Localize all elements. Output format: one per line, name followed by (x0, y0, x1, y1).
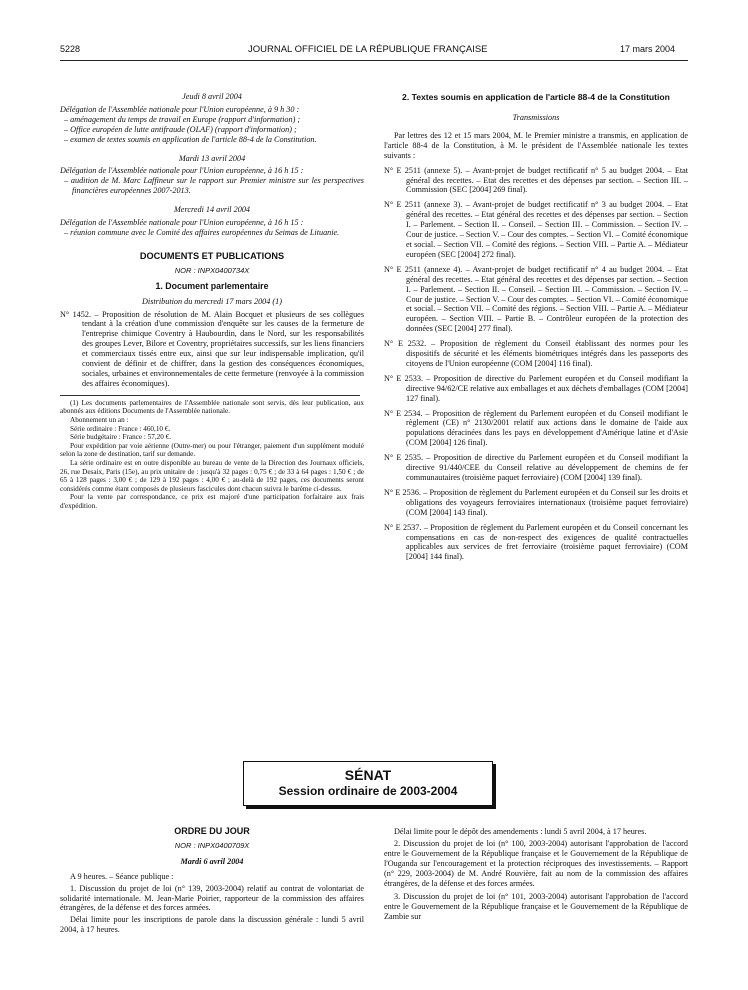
delay-line: Délai limite pour les inscriptions de parole dans la discussion générale : lundi 5 avril 2004, à 17 heures. (60, 915, 364, 935)
footnote-line: Série ordinaire : France : 460,10 €. (70, 424, 171, 433)
day-title: Mardi 13 avril 2004 (178, 153, 246, 163)
text-entry (384, 265, 688, 334)
agenda-item: – réunion commune avec le Comité des affaires européennes du Seimas de Lituanie. (64, 227, 340, 237)
left-column (60, 92, 364, 510)
entry-text: – Avant-projet de budget rectificatif n° 5 au budget 2004. – Etat général des recettes. – Etat des recettes et des dépenses par section. – Section III. – Commission (SEC [2004] 269 final). (406, 165, 689, 195)
delegation-line: Délégation de l'Assemblée nationale pour l'Union européenne, à 9 h 30 : (60, 104, 300, 114)
footnote-line: Série budgétaire : France : 57,20 €. (70, 433, 171, 442)
entry-number: N° E 2511 (annexe 4). (384, 264, 463, 274)
entry-text: – Avant-projet de budget rectificatif n° 3 au budget 2004. – Etat général des recettes. – Etat général des recettes et des dépenses par section. – Section I. – Parlement. – Section II. – Conseil. – Section III. – Commission. – Section IV. – Cour de justice. – Section V. – Cour des comptes. – Section VI. – Comité économique et social. – Section VII. – Comité des régions. – Section VIII. – Partie A. – Médiateur européen (SEC [2004] 272 final). (406, 200, 689, 259)
day-title: Mercredi 14 avril 2004 (173, 205, 251, 215)
entry-text: – Avant-projet de budget rectificatif n° 4 au budget 2004. – Etat général des recettes. – Etat général des recettes et des dépenses par section. – Section I. – Parlement. – Section II. – Conseil. – Section III. – Commission. – Section IV. – Cour de justice. – Section V. – Cour des comptes. – Section VI. – Comité économique et social. – Section VII. – Comité des régions. – Section VIII. – Partie A. – Médiateur européen. – Section VIII. – Partie B. – Contrôleur européen de la protection des données (SEC [2004] 277 final). (406, 264, 689, 334)
journal-title: JOURNAL OFFICIEL DE LA RÉPUBLIQUE FRANÇAISE (248, 44, 488, 55)
right-column (384, 92, 688, 562)
nor-reference: NOR : INPX0400709X (174, 840, 250, 850)
entry-text: – Proposition de règlement du Parlement européen et du Conseil modifiant le règlement (CE) n° 2130/2001 relatif aux actions dans le domaine de l'aide aux populations déracinées dans les pays en développement d'Amérique latine et d'Asie (COM [2004] 126 final). (406, 408, 688, 448)
footnote-line: (1) Les documents parlementaires de l'Assemblée nationale sont servis, dès leur publication, aux abonnés aux éditions Documents de l'Assemblée nationale. (60, 398, 364, 416)
entry-number: N° 1452. (60, 309, 92, 319)
entry-text: – Proposition de résolution de M. Alain Bocquet et plusieurs de ses collègues tendant à la création d'une commission d'enquête sur les causes de la fermeture de l'entreprise chimique Coventry à Haubourdin, dans le Nord, sur les responsabilités des groupes Lever, Bilore et Coventry, propriétaires successifs, sur les liens financiers et commerciaux tissés entre eux, ainsi que sur leur indispensable implication, qu'il convient de définir et de chiffrer, dans la gestion des conséquences économiques, sociales, urbaines et environnementales de cette fermeture (renvoyée à la commission des affaires économiques). (82, 309, 365, 388)
entry-number: N° E 2511 (annexe 3). (384, 200, 463, 210)
agenda-item: – examen de textes soumis en application de l'article 88-4 de la Constitution. (64, 134, 317, 144)
footnote-line: Pour la vente par correspondance, ce prix est majoré d'une participation forfaitaire aux frais d'expédition. (60, 493, 364, 510)
entry-number: N° E 2534. (384, 408, 423, 418)
entry-text: – Proposition de directive du Parlement européen et du Conseil modifiant la directive 94/62/CE relative aux emballages et aux déchets d'emballages (COM [2004] 127 final). (406, 373, 688, 403)
entry-number: N° E 2511 (annexe 5). (384, 165, 463, 175)
text-entry (384, 374, 688, 404)
delegation-line: Délégation de l'Assemblée nationale pour l'Union européenne, à 16 h 15 : (60, 218, 304, 228)
text-entry (384, 523, 688, 563)
nor-reference: NOR : INPX0400734X (174, 265, 250, 275)
text-entry (384, 166, 688, 196)
page-number: 5228 (60, 44, 81, 54)
right-heading: 2. Textes soumis en application de l'article 88-4 de la Constitution (402, 92, 670, 102)
distribution-line: Distribution du mercredi 17 mars 2004 (1) (142, 296, 282, 306)
delegation-line: Délégation de l'Assemblée nationale pour l'Union européenne, à 16 h 15 : (60, 166, 304, 176)
senat-box (243, 761, 493, 806)
text-entry (384, 200, 688, 259)
text-entry (384, 453, 688, 483)
header-rule (60, 60, 688, 61)
agenda-item: 1. Discussion du projet de loi (n° 139, 2003-2004) relatif au contrat de volontariat de solidarité internationale. M. Jean-Marie Poirier, rapporteur de la commission des affaires étrangères, de la défense et des forces armées. (60, 883, 364, 913)
document-entry (60, 310, 364, 389)
intro-paragraph: Par lettres des 12 et 15 mars 2004, M. le Premier ministre a transmis, en application de l'article 88-4 de la Constitution, à M. le président de l'Assemblée nationale les textes suivants : (384, 130, 688, 160)
text-entry (384, 488, 688, 518)
ordre-du-jour-heading: ORDRE DU JOUR (174, 826, 250, 836)
entry-number: N° E 2533. (384, 373, 424, 383)
entry-text: – Proposition de règlement du Parlement européen et du Conseil concernant les compensations en cas de non-respect des exigences de qualité contractuelles applicables aux services de fret ferroviaire (troisième paquet ferroviaire) (COM [2004] 144 final). (406, 522, 688, 562)
day-title: Jeudi 8 avril 2004 (182, 92, 242, 101)
session-line: A 9 heures. – Séance publique : (70, 871, 174, 881)
agenda-item: 2. Discussion du projet de loi (n° 100, 2003-2004) autorisant l'approbation de l'accord entre le Gouvernement de la République française et le Gouvernement de la République de l'Ouganda sur l'encouragement et la protection réciproques des investissements. – Rapport (n° 229, 2003-2004) de M. André Rouvière, fait au nom de la commission des affaires étrangères, de la défense et des forces armées. (384, 838, 688, 888)
entry-number: N° E 2537. (384, 522, 422, 532)
footnote-rule (60, 395, 360, 396)
footnote (60, 399, 364, 511)
senat-title: SÉNAT (344, 767, 392, 783)
agenda-item: – audition de M. Marc Laffineur sur le rapport sur Premier ministre sur les perspectives financières européennes 2007-2013. (64, 176, 364, 196)
agenda-item: – aménagement du temps de travail en Europe (rapport d'information) ; (64, 114, 301, 124)
transmissions-subheading: Transmissions (512, 113, 560, 122)
agenda-item: – Office européen de lutte antifraude (OLAF) (rapport d'information) ; (64, 124, 297, 134)
entry-number: N° E 2532. (384, 339, 427, 349)
text-entry (384, 409, 688, 449)
senat-subtitle: Session ordinaire de 2003-2004 (278, 784, 458, 798)
docs-heading: DOCUMENTS ET PUBLICATIONS (139, 250, 285, 261)
bottom-left-column (60, 827, 364, 935)
section-title: 1. Document parlementaire (155, 280, 269, 291)
entry-text: – Proposition de règlement du Parlement européen et du Conseil sur les droits et obligations des voyageurs ferroviaires internationaux (troisième paquet ferroviaire) (COM [2004] 143 final). (406, 487, 688, 517)
session-date: Mardi 6 avril 2004 (180, 856, 244, 866)
entry-number: N° E 2535. (384, 453, 424, 463)
text-entry (384, 339, 688, 369)
footnote-line: Pour expédition par voie aérienne (Outre-mer) ou pour l'étranger, paiement d'un supplément modulé selon la zone de destination, tarif sur demande. (60, 441, 364, 459)
footnote-line: Abonnement un an : (70, 415, 129, 424)
footnote-line: La série ordinaire est en outre disponible au bureau de vente de la Direction des Journaux officiels, 26, rue Desaix, Paris (15e), au prix unitaire de : jusqu'à 32 pages : 0,75 € ; de 33 à 64 pages : 1,50 € ; de 65 à 128 pages : 3,00 € ; de 129 à 192 pages : 4,00 € ; au-delà de 192 pages, ces documents seront considérés comme étant composés de plusieurs fascicules dont chacun suivra le barème ci-dessus. (60, 458, 364, 493)
issue-date: 17 mars 2004 (620, 44, 676, 54)
entry-number: N° E 2536. (384, 487, 421, 497)
entry-text: – Proposition de règlement du Conseil établissant des normes pour les dispositifs de sécurité et les éléments biométriques intégrés dans les passeports des citoyens de l'Union européenne (COM [2004] 116 final). (406, 339, 689, 368)
bottom-right-column (384, 827, 688, 977)
delay-line: Délai limite pour le dépôt des amendements : lundi 5 avril 2004, à 17 heures. (394, 827, 647, 836)
agenda-item: 3. Discussion du projet de loi (n° 101, 2003-2004) autorisant l'approbation de l'accord entre le Gouvernement de la République française et le Gouvernement de la République de Zambie sur (384, 892, 688, 922)
entry-text: – Proposition de directive du Parlement européen et du Conseil modifiant la directive 91/440/CEE du Conseil relative au développement de chemins de fer communautaires (troisième paquet ferroviaire) (COM [2004] 139 final). (406, 453, 688, 482)
